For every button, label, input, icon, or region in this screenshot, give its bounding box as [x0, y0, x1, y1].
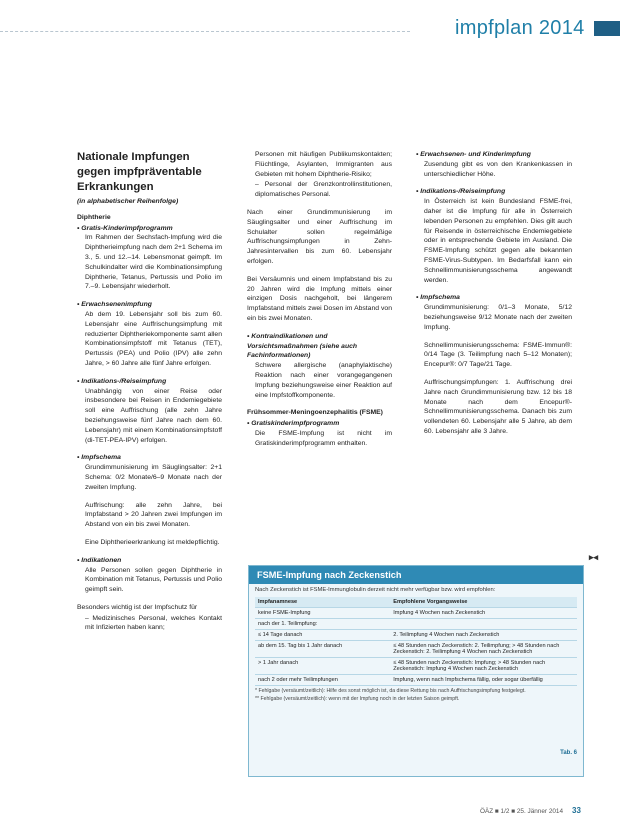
paragraph: Grundimmunisierung: 0/1–3 Monate, 5/12 beziehungsweise 9/12 Monate nach der zweiten Impfung. — [424, 304, 572, 331]
table-cell: ≤ 48 Stunden nach Zeckenstich: 2. Teilimpfung; > 48 Stunden nach Zeckenstich: 2. Teilimpfung 4 Wochen nach Zeckenstich — [390, 641, 577, 658]
paragraph: Schnellimmunisierungsschema: FSME-Immun®: 0/14 Tage (3. Teilimpfung nach 5–12 Monaten); Encepur®: 0/7 Tage/21 Tage. — [424, 341, 572, 369]
table-cell: ab dem 15. Tag bis 1 Jahr danach — [255, 641, 390, 658]
paragraph: Unabhängig von einer Reise oder insbesondere bei Reisen in Endemiegebiete soll eine Auffrischung (alle zehn Jahre beziehungsweise fünf Jahre nach dem 60. Lebensjahr) mit einem Kombinationsimpfstoff (di-TET-PEA-IPV) erfolgen. — [85, 387, 222, 444]
section-heading-fsme: Frühsommer-Meningoenzephalitis (FSME) — [247, 409, 383, 417]
paragraph: Eine Diphtherieerkrankung ist meldepflichtig. — [85, 538, 220, 546]
table-row — [255, 675, 577, 686]
paragraph: Im Rahmen der Sechsfach-Impfung wird die Diphtherieimpfung nach dem 2+1 Schema im 3., 5. und 12.–14. Lebensmonat geimpft. Im Schulkindalter wird die Kombinationsimpfung Diphtherie, Tetanus, Pertussis und Polio im 7.–9. Lebensjahr wiederholt. — [85, 234, 222, 291]
table-cell: ≤ 14 Tage danach — [255, 630, 390, 641]
table-row — [255, 608, 577, 619]
column-2 — [247, 150, 392, 457]
bullet-heading: • Indikations-/Reiseimpfung — [416, 188, 506, 196]
bullet-heading: • Indikations-/Reiseimpfung — [77, 377, 167, 385]
column-1 — [77, 150, 222, 641]
page-number: 33 — [572, 806, 581, 815]
table-cell: 2. Teilimpfung 4 Wochen nach Zeckenstich — [390, 630, 577, 641]
header-rule — [0, 31, 410, 32]
column-3 — [416, 150, 572, 445]
table-label: Tab. 6 — [560, 750, 577, 756]
bullet-heading: • Gratis-Kinderimpfprogramm — [77, 224, 173, 232]
section-heading-diphtherie: Diphtherie — [77, 213, 111, 221]
footer-journal: ÖÄZ ■ 1/2 ■ 25. Jänner 2014 — [480, 808, 564, 815]
paragraph: In Österreich ist kein Bundesland FSME-frei, daher ist die Impfung für alle in Österreich lebenden Personen zu empfehlen. Dies gilt auch für Reisende in österreichische Endemiegebiete oder in entsprechende Gebiete im Ausland. Die FSME-Impfung schützt gegen alle bekannten FSME-Virus-Subtypen. Im Bedarfsfall kann ein Schnellimmunisierungsschema angewandt werden. — [424, 198, 572, 284]
bullet-heading: • Impfschema — [77, 454, 121, 462]
box-intro: Nach Zeckenstich ist FSME-Immunglobulin derzeit nicht mehr verfügbar bzw. wird empfohlen: — [255, 587, 496, 593]
table-cell: nach der 1. Teilimpfung: — [255, 619, 390, 630]
column-header: Impfanamnese — [255, 597, 390, 608]
table-cell: Impfung, wenn nach Impfschema fällig, oder sogar überfällig — [390, 675, 577, 686]
table-footnote: ** Fehlgabe (versäumt/zeitlich): wenn mit der Impfung noch in der letzten Saison geimpft. — [255, 696, 460, 702]
paragraph: Alle Personen sollen gegen Diphtherie in Kombination mit Tetanus, Pertussis und Polio geimpft sein. — [85, 566, 222, 594]
fsme-table — [255, 597, 577, 686]
table-cell: Impfung 4 Wochen nach Zeckenstich — [390, 608, 577, 619]
continue-marker-icon: ▸◂ — [589, 552, 599, 562]
column-header: Empfohlene Vorgangsweise — [390, 597, 577, 608]
paragraph: Auffrischung: alle zehn Jahre, bei Impfabstand > 20 Jahren zwei Impfungen im Abstand von ein bis zwei Monaten. — [85, 501, 222, 529]
paragraph: Besonders wichtig ist der Impfschutz für — [77, 603, 198, 611]
table-row — [255, 658, 577, 675]
paragraph: Personen mit häufigen Publikumskontakten; Flüchtlinge, Asylanten, Immigranten aus Gebieten mit hohem Diphtherie-Risiko; — [255, 151, 392, 178]
bullet-heading: • Kontraindikationen und Vorsichtsmaßnahmen (siehe auch Fachinformationen) — [247, 332, 358, 360]
table-cell: nach 2 oder mehr Teilimpfungen — [255, 675, 390, 686]
bullet-heading: • Impfschema — [416, 294, 460, 302]
paragraph: Schwere allergische (anaphylaktische) Reaktion nach einer vorangegangenen Impfung beziehungsweise einer Reaktion auf eine Impfstoffkomponente. — [255, 362, 392, 399]
paragraph: Auffrischungsimpfungen: 1. Auffrischung drei Jahre nach Grundimmunisierung bzw. 12 bis 18 Monate nach dem Encepur®-Schnellimmunisierungsschema. Danach bis zum vollendeten 60. Lebensjahr alle 5 Jahre, ab dem 60. Lebensjahr alle 3 Jahre. — [424, 378, 572, 435]
header-color-block — [594, 21, 620, 36]
table-header-row — [255, 597, 577, 608]
table-cell — [390, 619, 577, 630]
paragraph: – Personal der Grenzkontrollinstitutionen, diplomatisches Personal. — [255, 181, 392, 199]
box-title: FSME-Impfung nach Zeckenstich — [249, 566, 583, 584]
page-header-title: impfplan 2014 — [455, 17, 585, 39]
paragraph: Nach einer Grundimmunisierung im Säuglingsalter und einer Auffrischung im Schulalter sollen regelmäßige Auffrischungsimpfungen in Zehn-Jahresintervallen bis zum 60. Lebensjahr erfolgen. — [247, 208, 392, 265]
table-footnote: * Fehlgabe (versäumt/zeitlich): Hilfe des sonst möglich ist, da diese Rettung bis nach Auffrischungsimpfung festgelegt. — [255, 688, 526, 694]
paragraph: Zusendung gibt es von den Krankenkassen in unterschiedlicher Höhe. — [424, 160, 572, 178]
paragraph: – Medizinisches Personal, welches Kontakt mit Infizierten haben kann; — [85, 614, 222, 632]
bullet-heading: • Indikationen — [77, 556, 122, 564]
article-subheading: (in alphabetischer Reihenfolge) — [77, 198, 179, 205]
table-cell: keine FSME-Impfung — [255, 608, 390, 619]
table-cell: ≤ 48 Stunden nach Zeckenstich: Impfung; > 48 Stunden nach Zeckenstich: Impfung 4 Wochen nach Zeckenstich — [390, 658, 577, 675]
article-heading: Nationale Impfungen gegen impfpräventable Erkrankungen — [77, 151, 202, 193]
bullet-heading: • Erwachsenen- und Kinderimpfung — [416, 151, 531, 158]
table-row — [255, 641, 577, 658]
bullet-heading: • Erwachsenenimpfung — [77, 301, 152, 309]
paragraph: Bei Versäumnis und einem Impfabstand bis zu 20 Jahren wird die Impfung mittels einer einzigen Dosis nachgeholt, bei längerem Impfabstand mittels zwei Dosen im Abstand von ein bis zwei Monaten. — [247, 275, 392, 322]
table-row — [255, 630, 577, 641]
paragraph: Grundimmunisierung im Säuglingsalter: 2+1 Schema: 0/2 Monate/6–9 Monate nach der zweiten Impfung. — [85, 464, 222, 491]
bullet-heading: • Gratiskinderimpfprogramm — [247, 420, 340, 428]
table-row — [255, 619, 577, 630]
paragraph: Ab dem 19. Lebensjahr soll bis zum 60. Lebensjahr eine Auffrischungsimpfung mit reduzierter Diphtheriekomponente samt allen Kombinationsimpfstoff mit Tetanus (TET), Pertussis (PEA) und Polio (IPV) alle zehn Jahre, > 60 Jahre alle fünf Jahre erfolgen. — [85, 310, 222, 367]
fsme-info-box — [248, 565, 584, 777]
paragraph: Die FSME-Impfung ist nicht im Gratiskinderimpfprogramm enthalten. — [255, 429, 392, 447]
table-cell: > 1 Jahr danach — [255, 658, 390, 675]
